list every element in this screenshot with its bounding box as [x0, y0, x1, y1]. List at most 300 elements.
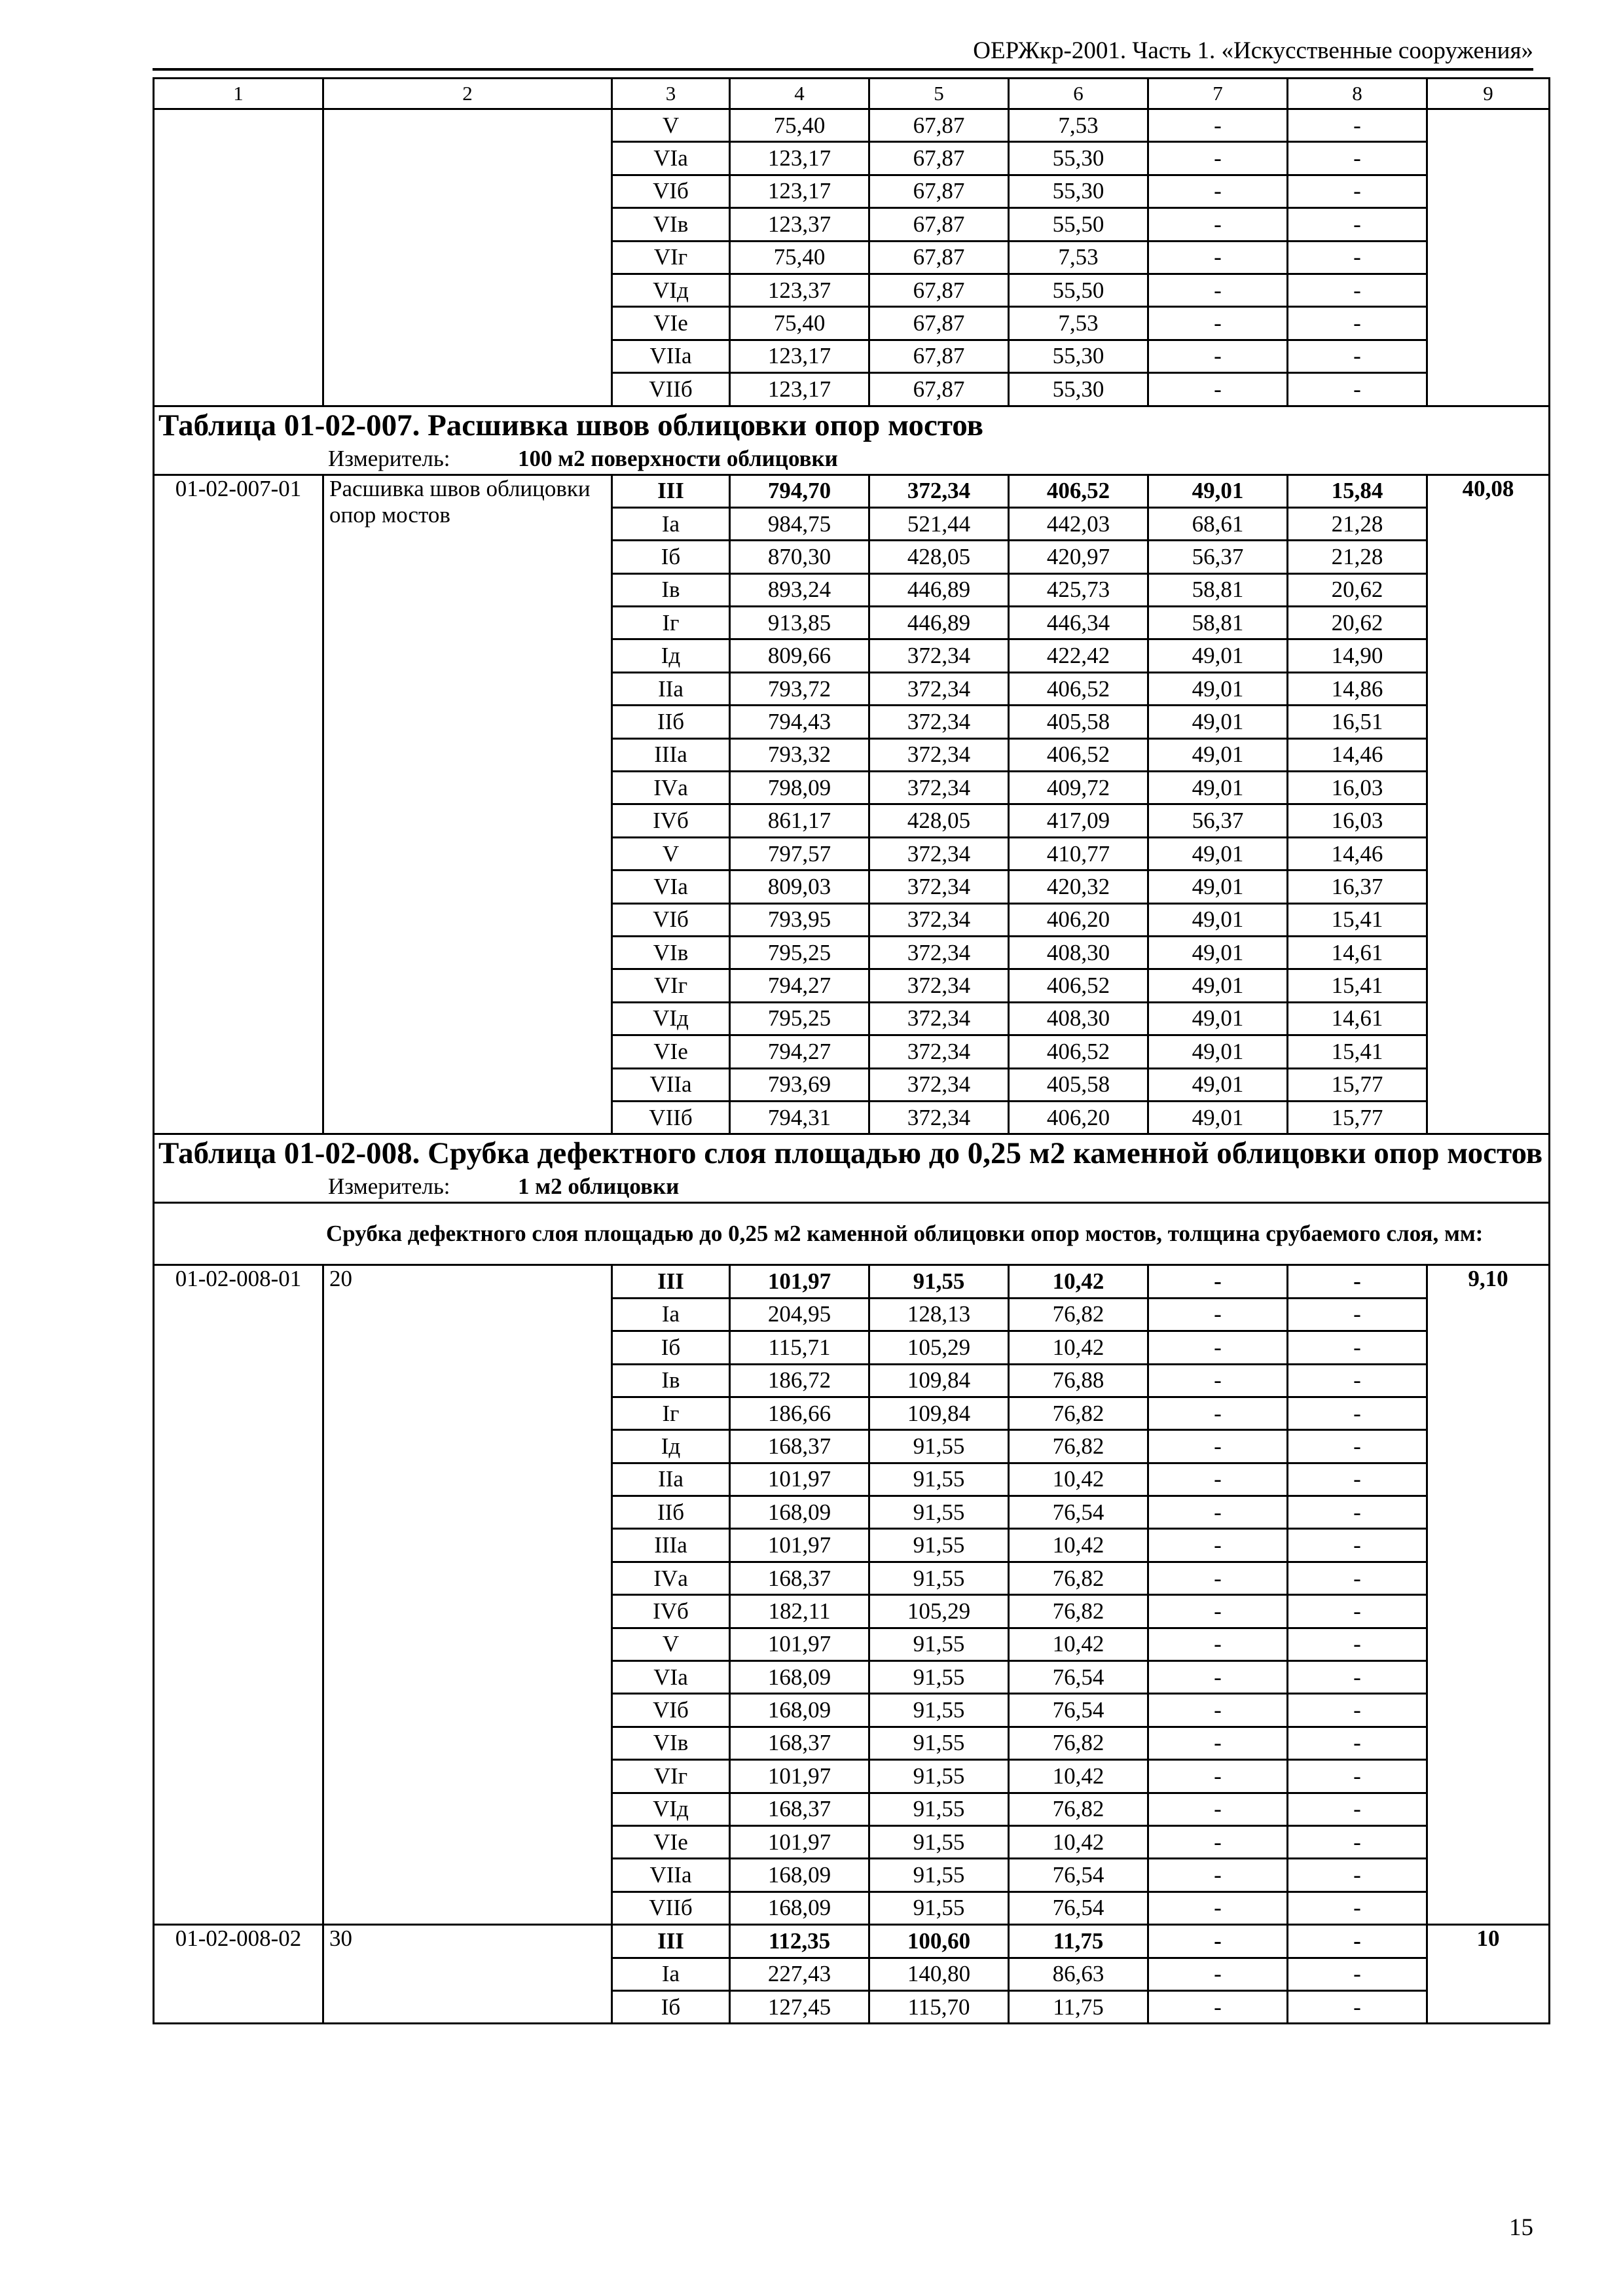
- value-cell: 14,86: [1288, 672, 1427, 705]
- value-cell: 67,87: [869, 109, 1009, 142]
- value-cell: 168,37: [730, 1430, 869, 1463]
- value-cell: 372,34: [869, 1068, 1009, 1101]
- value-cell: 55,30: [1009, 373, 1148, 406]
- zone-cell: Iд: [612, 1430, 730, 1463]
- value-cell: 16,37: [1288, 870, 1427, 903]
- value-cell: 7,53: [1009, 307, 1148, 340]
- value-cell: -: [1288, 1694, 1427, 1727]
- value-cell: 10,42: [1009, 1529, 1148, 1562]
- value-cell: -: [1288, 1859, 1427, 1892]
- zone-cell: IIб: [612, 1496, 730, 1529]
- value-cell: 101,97: [730, 1628, 869, 1660]
- table-subtitle: Срубка дефектного слоя площадью до 0,25 м2 каменной облицовки опор мостов, толщина срубаемого слоя, мм:: [154, 1203, 1550, 1265]
- zone-cell: VIг: [612, 969, 730, 1002]
- zone-cell: V: [612, 109, 730, 142]
- value-cell: 372,34: [869, 672, 1009, 705]
- value-cell: -: [1148, 142, 1288, 175]
- value-cell: 15,41: [1288, 1035, 1427, 1068]
- value-cell: 49,01: [1148, 903, 1288, 936]
- value-cell: -: [1288, 142, 1427, 175]
- value-cell: 49,01: [1148, 1101, 1288, 1134]
- value-cell: 406,52: [1009, 969, 1148, 1002]
- value-cell: 49,01: [1148, 837, 1288, 870]
- value-cell: 794,31: [730, 1101, 869, 1134]
- zone-cell: VIе: [612, 307, 730, 340]
- table-title-row: [154, 1134, 1550, 1172]
- value-cell: 428,05: [869, 804, 1009, 837]
- value-cell: 186,66: [730, 1397, 869, 1429]
- value-cell: -: [1288, 1595, 1427, 1628]
- value-cell: 14,46: [1288, 837, 1427, 870]
- value-cell: -: [1148, 1661, 1288, 1694]
- value-cell: 76,82: [1009, 1397, 1148, 1429]
- zone-cell: VIв: [612, 208, 730, 241]
- value-cell: -: [1288, 1958, 1427, 1990]
- value-cell: -: [1148, 1958, 1288, 1990]
- value-cell: 101,97: [730, 1463, 869, 1496]
- name-cell: [323, 109, 612, 406]
- value-cell: 76,54: [1009, 1661, 1148, 1694]
- table-row: [154, 475, 1550, 507]
- value-cell: 984,75: [730, 507, 869, 540]
- zone-cell: VIв: [612, 936, 730, 969]
- value-cell: 20,62: [1288, 573, 1427, 606]
- value-cell: -: [1148, 1331, 1288, 1364]
- value-cell: 16,03: [1288, 772, 1427, 804]
- value-cell: 406,20: [1009, 903, 1148, 936]
- value-cell: -: [1148, 1694, 1288, 1727]
- value-cell: 123,37: [730, 208, 869, 241]
- value-cell: 123,37: [730, 274, 869, 306]
- table-title-row: [154, 406, 1550, 444]
- value-cell: 794,70: [730, 475, 869, 507]
- value-cell: -: [1148, 1298, 1288, 1331]
- value-cell: 11,75: [1009, 1925, 1148, 1958]
- value-cell: 55,30: [1009, 175, 1148, 207]
- name-cell: Расшивка швов облицовки опор мостов: [323, 475, 612, 1134]
- zone-cell: III: [612, 1925, 730, 1958]
- value-cell: 446,89: [869, 573, 1009, 606]
- value-cell: -: [1148, 1265, 1288, 1298]
- value-cell: -: [1148, 1364, 1288, 1397]
- value-cell: 406,52: [1009, 1035, 1148, 1068]
- value-cell: -: [1288, 1892, 1427, 1924]
- value-cell: 91,55: [869, 1727, 1009, 1759]
- value-cell: -: [1148, 307, 1288, 340]
- value-cell: 16,03: [1288, 804, 1427, 837]
- value-cell: 798,09: [730, 772, 869, 804]
- column-number: 4: [730, 79, 869, 109]
- value-cell: 91,55: [869, 1694, 1009, 1727]
- value-cell: 67,87: [869, 274, 1009, 306]
- value-cell: 870,30: [730, 541, 869, 573]
- zone-cell: VIг: [612, 241, 730, 274]
- value-cell: 67,87: [869, 142, 1009, 175]
- zone-cell: IVб: [612, 804, 730, 837]
- zone-cell: VIв: [612, 1727, 730, 1759]
- value-cell: 49,01: [1148, 706, 1288, 738]
- value-cell: -: [1288, 241, 1427, 274]
- value-cell: 893,24: [730, 573, 869, 606]
- zone-cell: VIIа: [612, 340, 730, 372]
- value-cell: 49,01: [1148, 936, 1288, 969]
- value-cell: 405,58: [1009, 1068, 1148, 1101]
- value-cell: 67,87: [869, 340, 1009, 372]
- column-number: 3: [612, 79, 730, 109]
- value-cell: 521,44: [869, 507, 1009, 540]
- value-cell: 7,53: [1009, 109, 1148, 142]
- value-cell: 420,97: [1009, 541, 1148, 573]
- value-cell: 372,34: [869, 936, 1009, 969]
- value-cell: 186,72: [730, 1364, 869, 1397]
- column-number: 8: [1288, 79, 1427, 109]
- value-cell: 101,97: [730, 1265, 869, 1298]
- name-cell: 30: [323, 1925, 612, 2024]
- value-cell: 49,01: [1148, 475, 1288, 507]
- value-cell: 795,25: [730, 936, 869, 969]
- value-cell: 408,30: [1009, 936, 1148, 969]
- value-cell: 76,54: [1009, 1694, 1148, 1727]
- labor-cost-cell: 10: [1427, 1925, 1550, 2024]
- zone-cell: VIIб: [612, 1892, 730, 1924]
- value-cell: -: [1288, 307, 1427, 340]
- value-cell: 861,17: [730, 804, 869, 837]
- value-cell: 76,88: [1009, 1364, 1148, 1397]
- column-number-row: [154, 79, 1550, 109]
- value-cell: 49,01: [1148, 672, 1288, 705]
- value-cell: 91,55: [869, 1562, 1009, 1594]
- value-cell: 127,45: [730, 1990, 869, 2023]
- value-cell: 10,42: [1009, 1331, 1148, 1364]
- labor-cost-cell: 40,08: [1427, 475, 1550, 1134]
- value-cell: 15,84: [1288, 475, 1427, 507]
- value-cell: 58,81: [1148, 607, 1288, 639]
- value-cell: -: [1288, 109, 1427, 142]
- value-cell: 105,29: [869, 1331, 1009, 1364]
- value-cell: 14,61: [1288, 1002, 1427, 1035]
- value-cell: 372,34: [869, 772, 1009, 804]
- value-cell: -: [1288, 1760, 1427, 1793]
- value-cell: -: [1148, 1990, 1288, 2023]
- value-cell: 128,13: [869, 1298, 1009, 1331]
- zone-cell: IVб: [612, 1595, 730, 1628]
- value-cell: 101,97: [730, 1529, 869, 1562]
- zone-cell: Iв: [612, 1364, 730, 1397]
- value-cell: 405,58: [1009, 706, 1148, 738]
- value-cell: 372,34: [869, 837, 1009, 870]
- value-cell: 20,62: [1288, 607, 1427, 639]
- value-cell: 67,87: [869, 241, 1009, 274]
- header-rule: [153, 68, 1533, 71]
- value-cell: 372,34: [869, 1101, 1009, 1134]
- meter-cell: [154, 1172, 1550, 1203]
- value-cell: -: [1148, 1595, 1288, 1628]
- value-cell: 49,01: [1148, 1035, 1288, 1068]
- value-cell: -: [1148, 175, 1288, 207]
- value-cell: 15,41: [1288, 969, 1427, 1002]
- value-cell: -: [1148, 1430, 1288, 1463]
- value-cell: 105,29: [869, 1595, 1009, 1628]
- value-cell: 91,55: [869, 1496, 1009, 1529]
- meter-value: 1 м2 облицовки: [518, 1174, 680, 1200]
- value-cell: 55,30: [1009, 142, 1148, 175]
- code-cell: 01-02-008-01: [154, 1265, 323, 1925]
- value-cell: 793,72: [730, 672, 869, 705]
- zone-cell: VIа: [612, 870, 730, 903]
- value-cell: 794,27: [730, 1035, 869, 1068]
- zone-cell: Iд: [612, 639, 730, 672]
- value-cell: 410,77: [1009, 837, 1148, 870]
- column-number: 6: [1009, 79, 1148, 109]
- zone-cell: IIIа: [612, 1529, 730, 1562]
- value-cell: 91,55: [869, 1430, 1009, 1463]
- zone-cell: VIа: [612, 142, 730, 175]
- zone-cell: VIIб: [612, 373, 730, 406]
- zone-cell: Iб: [612, 541, 730, 573]
- value-cell: -: [1288, 1397, 1427, 1429]
- zone-cell: Iг: [612, 1397, 730, 1429]
- value-cell: 372,34: [869, 475, 1009, 507]
- value-cell: 67,87: [869, 373, 1009, 406]
- zone-cell: VIб: [612, 1694, 730, 1727]
- value-cell: 409,72: [1009, 772, 1148, 804]
- value-cell: 123,17: [730, 373, 869, 406]
- value-cell: 101,97: [730, 1825, 869, 1858]
- table-title: Таблица 01-02-007. Расшивка швов облицовки опор мостов: [154, 406, 1550, 444]
- value-cell: 56,37: [1148, 804, 1288, 837]
- zone-cell: IIа: [612, 672, 730, 705]
- meter-label: Измеритель:: [328, 1174, 450, 1200]
- value-cell: -: [1288, 274, 1427, 306]
- zone-cell: VIе: [612, 1035, 730, 1068]
- value-cell: 56,37: [1148, 541, 1288, 573]
- value-cell: 793,95: [730, 903, 869, 936]
- value-cell: -: [1288, 1529, 1427, 1562]
- value-cell: 168,37: [730, 1727, 869, 1759]
- rates-table: [153, 77, 1550, 2024]
- value-cell: -: [1288, 1331, 1427, 1364]
- value-cell: 182,11: [730, 1595, 869, 1628]
- column-number: 5: [869, 79, 1009, 109]
- zone-cell: VIе: [612, 1825, 730, 1858]
- value-cell: -: [1288, 340, 1427, 372]
- zone-cell: V: [612, 1628, 730, 1660]
- value-cell: 168,09: [730, 1694, 869, 1727]
- value-cell: 372,34: [869, 639, 1009, 672]
- zone-cell: Iб: [612, 1990, 730, 2023]
- subtitle-row: [154, 1203, 1550, 1265]
- value-cell: -: [1288, 208, 1427, 241]
- value-cell: 14,61: [1288, 936, 1427, 969]
- value-cell: 10,42: [1009, 1825, 1148, 1858]
- zone-cell: VIа: [612, 1661, 730, 1694]
- value-cell: 91,55: [869, 1661, 1009, 1694]
- zone-cell: IVа: [612, 772, 730, 804]
- value-cell: 406,52: [1009, 738, 1148, 771]
- value-cell: -: [1288, 1727, 1427, 1759]
- value-cell: 442,03: [1009, 507, 1148, 540]
- value-cell: -: [1288, 1496, 1427, 1529]
- value-cell: 422,42: [1009, 639, 1148, 672]
- value-cell: 123,17: [730, 142, 869, 175]
- zone-cell: IIIа: [612, 738, 730, 771]
- value-cell: 91,55: [869, 1529, 1009, 1562]
- value-cell: 101,97: [730, 1760, 869, 1793]
- value-cell: 425,73: [1009, 573, 1148, 606]
- zone-cell: VIIа: [612, 1068, 730, 1101]
- code-cell: 01-02-007-01: [154, 475, 323, 1134]
- zone-cell: III: [612, 475, 730, 507]
- value-cell: 372,34: [869, 1035, 1009, 1068]
- value-cell: 91,55: [869, 1859, 1009, 1892]
- value-cell: -: [1288, 1925, 1427, 1958]
- value-cell: -: [1288, 1628, 1427, 1660]
- value-cell: 15,41: [1288, 903, 1427, 936]
- value-cell: 795,25: [730, 1002, 869, 1035]
- zone-cell: VIб: [612, 175, 730, 207]
- page-number: 15: [1509, 2214, 1533, 2241]
- value-cell: -: [1148, 241, 1288, 274]
- meter-value: 100 м2 поверхности облицовки: [518, 445, 838, 471]
- table-title: Таблица 01-02-008. Срубка дефектного слоя площадью до 0,25 м2 каменной облицовки опор мостов: [154, 1134, 1550, 1172]
- value-cell: -: [1148, 373, 1288, 406]
- code-cell: 01-02-008-02: [154, 1925, 323, 2024]
- value-cell: -: [1288, 1793, 1427, 1825]
- zone-cell: VIIб: [612, 1101, 730, 1134]
- zone-cell: Iа: [612, 1298, 730, 1331]
- value-cell: 91,55: [869, 1760, 1009, 1793]
- column-number: 2: [323, 79, 612, 109]
- code-cell: [154, 109, 323, 406]
- value-cell: -: [1288, 175, 1427, 207]
- value-cell: -: [1148, 274, 1288, 306]
- labor-cost-cell: 9,10: [1427, 1265, 1550, 1925]
- value-cell: 417,09: [1009, 804, 1148, 837]
- value-cell: 793,32: [730, 738, 869, 771]
- value-cell: 406,52: [1009, 475, 1148, 507]
- value-cell: -: [1148, 109, 1288, 142]
- value-cell: -: [1148, 1793, 1288, 1825]
- value-cell: 115,70: [869, 1990, 1009, 2023]
- value-cell: -: [1148, 340, 1288, 372]
- labor-cost-cell: [1427, 109, 1550, 406]
- value-cell: 49,01: [1148, 969, 1288, 1002]
- zone-cell: Iа: [612, 1958, 730, 1990]
- zone-cell: V: [612, 837, 730, 870]
- meter-row: [154, 1172, 1550, 1203]
- zone-cell: VIб: [612, 903, 730, 936]
- value-cell: 75,40: [730, 307, 869, 340]
- value-cell: -: [1288, 1463, 1427, 1496]
- meter-row: [154, 444, 1550, 475]
- value-cell: 91,55: [869, 1825, 1009, 1858]
- value-cell: -: [1148, 1463, 1288, 1496]
- value-cell: -: [1148, 1892, 1288, 1924]
- value-cell: -: [1148, 1859, 1288, 1892]
- value-cell: 58,81: [1148, 573, 1288, 606]
- value-cell: -: [1288, 1364, 1427, 1397]
- value-cell: 76,82: [1009, 1562, 1148, 1594]
- value-cell: 406,20: [1009, 1101, 1148, 1134]
- value-cell: -: [1148, 1727, 1288, 1759]
- value-cell: -: [1148, 1529, 1288, 1562]
- meter-label: Измеритель:: [328, 445, 450, 471]
- value-cell: 75,40: [730, 241, 869, 274]
- value-cell: 55,50: [1009, 274, 1148, 306]
- zone-cell: III: [612, 1265, 730, 1298]
- value-cell: 49,01: [1148, 1068, 1288, 1101]
- value-cell: -: [1148, 1496, 1288, 1529]
- value-cell: 227,43: [730, 1958, 869, 1990]
- value-cell: 168,09: [730, 1892, 869, 1924]
- value-cell: 15,77: [1288, 1101, 1427, 1134]
- value-cell: 21,28: [1288, 541, 1427, 573]
- value-cell: 140,80: [869, 1958, 1009, 1990]
- value-cell: 372,34: [869, 903, 1009, 936]
- column-number: 9: [1427, 79, 1550, 109]
- value-cell: 123,17: [730, 340, 869, 372]
- value-cell: 49,01: [1148, 870, 1288, 903]
- value-cell: 112,35: [730, 1925, 869, 1958]
- value-cell: 49,01: [1148, 772, 1288, 804]
- value-cell: -: [1288, 1430, 1427, 1463]
- value-cell: -: [1148, 1397, 1288, 1429]
- value-cell: 446,89: [869, 607, 1009, 639]
- value-cell: 420,32: [1009, 870, 1148, 903]
- value-cell: 49,01: [1148, 639, 1288, 672]
- value-cell: 794,43: [730, 706, 869, 738]
- value-cell: 76,82: [1009, 1430, 1148, 1463]
- table-row: [154, 1925, 1550, 1958]
- zone-cell: IIб: [612, 706, 730, 738]
- value-cell: 809,03: [730, 870, 869, 903]
- value-cell: 76,82: [1009, 1595, 1148, 1628]
- rates-table-body: [154, 79, 1550, 2024]
- value-cell: 91,55: [869, 1892, 1009, 1924]
- meter-cell: [154, 444, 1550, 475]
- value-cell: 109,84: [869, 1397, 1009, 1429]
- zone-cell: VIд: [612, 1793, 730, 1825]
- value-cell: -: [1148, 1760, 1288, 1793]
- zone-cell: IIа: [612, 1463, 730, 1496]
- value-cell: 7,53: [1009, 241, 1148, 274]
- value-cell: 115,71: [730, 1331, 869, 1364]
- value-cell: 14,90: [1288, 639, 1427, 672]
- value-cell: 408,30: [1009, 1002, 1148, 1035]
- zone-cell: IVа: [612, 1562, 730, 1594]
- value-cell: 168,37: [730, 1793, 869, 1825]
- value-cell: 168,37: [730, 1562, 869, 1594]
- value-cell: 10,42: [1009, 1265, 1148, 1298]
- value-cell: 76,82: [1009, 1298, 1148, 1331]
- value-cell: -: [1148, 1562, 1288, 1594]
- value-cell: 168,09: [730, 1859, 869, 1892]
- value-cell: 372,34: [869, 870, 1009, 903]
- value-cell: 55,50: [1009, 208, 1148, 241]
- value-cell: 76,82: [1009, 1793, 1148, 1825]
- zone-cell: VIд: [612, 274, 730, 306]
- value-cell: 10,42: [1009, 1760, 1148, 1793]
- value-cell: 168,09: [730, 1496, 869, 1529]
- value-cell: 204,95: [730, 1298, 869, 1331]
- value-cell: 428,05: [869, 541, 1009, 573]
- value-cell: 913,85: [730, 607, 869, 639]
- zone-cell: Iг: [612, 607, 730, 639]
- zone-cell: VIд: [612, 1002, 730, 1035]
- value-cell: -: [1288, 1562, 1427, 1594]
- value-cell: 372,34: [869, 738, 1009, 771]
- value-cell: 10,42: [1009, 1628, 1148, 1660]
